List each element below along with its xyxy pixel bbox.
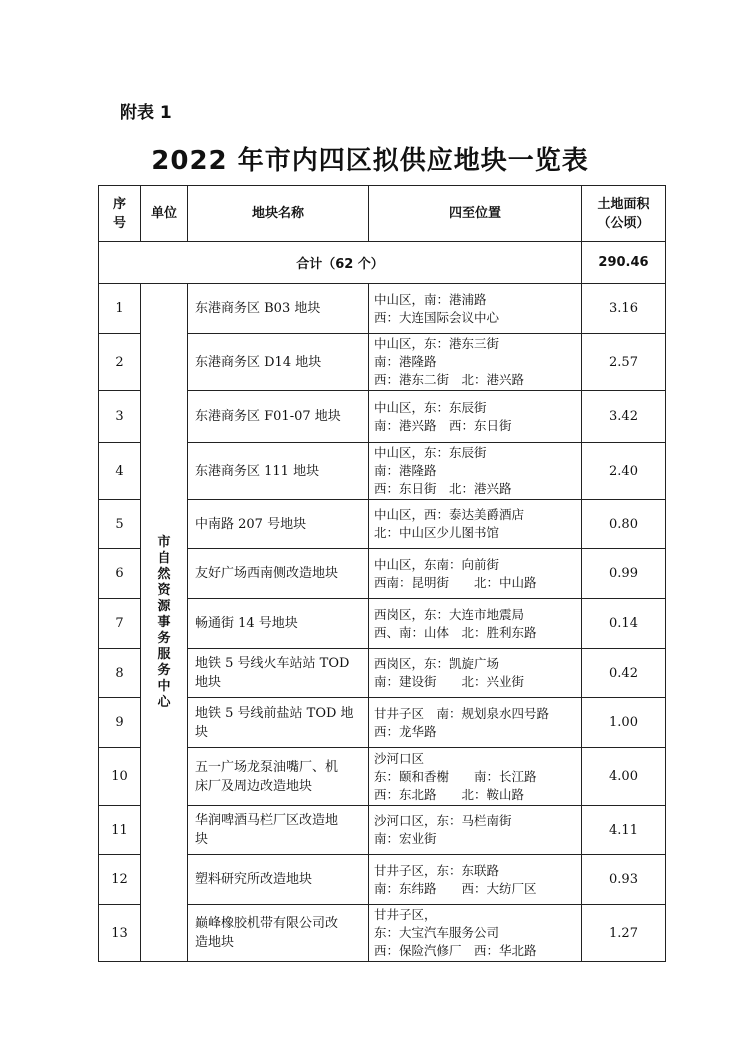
row-number: 13 xyxy=(99,905,141,962)
location-line: 沙河口区，东：马栏南街 xyxy=(374,813,512,828)
parcel-area: 0.99 xyxy=(582,549,666,599)
parcel-location xyxy=(369,905,582,962)
row-number: 8 xyxy=(99,649,141,698)
parcel-name xyxy=(188,855,369,905)
parcel-name xyxy=(188,391,369,443)
row-number: 2 xyxy=(99,334,141,391)
location-line: 甘井子区，东：东联路 xyxy=(374,862,500,878)
parcel-area: 1.27 xyxy=(582,905,666,962)
total-row xyxy=(99,242,666,284)
header-no: 序号 xyxy=(99,186,141,242)
parcel-location xyxy=(369,806,582,855)
parcel-name xyxy=(188,549,369,599)
parcel-name-line: 块 xyxy=(195,724,209,740)
location-line: 西、南：山体 北：胜利东路 xyxy=(374,624,537,640)
parcel-location xyxy=(369,599,582,649)
location-line: 南：港隆路 xyxy=(374,354,437,369)
parcel-location xyxy=(369,443,582,500)
parcel-name-line: 块 xyxy=(195,832,209,847)
location-line: 西：保险汽修厂 西：华北路 xyxy=(374,943,537,958)
location-line: 北：中山区少儿图书馆 xyxy=(374,525,500,540)
location-line: 东：颐和香榭 南：长江路 xyxy=(374,768,537,784)
header-area: 土地面积（公顷） xyxy=(582,186,666,242)
location-line: 南：东纬路 西：大纺厂区 xyxy=(374,880,537,896)
parcel-name-line: 巅峰橡胶机带有限公司改 xyxy=(195,916,339,931)
parcel-location xyxy=(369,284,582,334)
parcel-area: 0.14 xyxy=(582,599,666,649)
location-line: 中山区，东南：向前街 xyxy=(374,556,500,572)
parcel-name-line: 东港商务区 F01-07 地块 xyxy=(195,409,341,424)
location-line: 中山区，东：东辰街 xyxy=(374,399,487,415)
row-number: 11 xyxy=(99,806,141,855)
parcel-area: 2.40 xyxy=(582,443,666,500)
location-line: 中山区，东：港东三街 xyxy=(374,336,500,351)
parcel-name-line: 东港商务区 D14 地块 xyxy=(195,354,322,370)
parcel-name xyxy=(188,905,369,962)
location-line: 西：东北路 北：鞍山路 xyxy=(374,786,525,802)
location-line: 西：大连国际会议中心 xyxy=(374,309,500,325)
parcel-area: 2.57 xyxy=(582,334,666,391)
parcel-name-line: 友好广场西南侧改造地块 xyxy=(195,566,339,581)
row-number: 6 xyxy=(99,549,141,599)
location-line: 中山区，东：东辰街 xyxy=(374,445,487,460)
parcel-name-line: 东港商务区 B03 地块 xyxy=(195,301,321,316)
location-line: 沙河口区 xyxy=(374,750,425,766)
location-line: 甘井子区， xyxy=(374,907,437,922)
row-number: 3 xyxy=(99,391,141,443)
unit-name: 市自然资源事务服务中心 xyxy=(157,534,171,710)
parcel-location xyxy=(369,391,582,443)
parcel-area: 3.16 xyxy=(582,284,666,334)
location-line: 西岗区，东：凯旋广场 xyxy=(374,656,500,671)
parcel-name xyxy=(188,284,369,334)
parcel-name-line: 东港商务区 111 地块 xyxy=(195,463,320,479)
parcel-location xyxy=(369,649,582,698)
document-title: 2022 年市内四区拟供应地块一览表 xyxy=(151,146,589,176)
header-row xyxy=(99,186,666,242)
location-line: 南：建设街 北：兴业街 xyxy=(374,674,525,689)
location-line: 中山区，西：泰达美爵酒店 xyxy=(374,507,525,522)
location-line: 西：港东二街 北：港兴路 xyxy=(374,372,525,387)
parcel-location xyxy=(369,334,582,391)
header-location: 四至位置 xyxy=(369,186,582,242)
location-line: 西：龙华路 xyxy=(374,723,437,739)
parcel-name-line: 塑料研究所改造地块 xyxy=(195,872,313,887)
parcel-name-line: 华润啤酒马栏厂区改造地 xyxy=(195,813,339,828)
parcel-location xyxy=(369,500,582,549)
parcel-name xyxy=(188,649,369,698)
parcel-area: 0.80 xyxy=(582,500,666,549)
location-line: 南：宏业街 xyxy=(374,831,437,846)
parcel-name xyxy=(188,806,369,855)
parcel-area: 0.42 xyxy=(582,649,666,698)
parcel-name-line: 五一广场龙泵油嘴厂、机 xyxy=(195,759,339,775)
parcel-name xyxy=(188,443,369,500)
total-label: 合计（62 个） xyxy=(99,242,582,284)
parcel-name-line: 地铁 5 号线火车站站 TOD xyxy=(195,656,350,671)
parcel-name-line: 造地块 xyxy=(195,935,235,950)
parcel-name xyxy=(188,500,369,549)
parcel-name xyxy=(188,748,369,806)
location-line: 南：港隆路 xyxy=(374,463,437,478)
parcel-name xyxy=(188,698,369,748)
row-number: 1 xyxy=(99,284,141,334)
parcel-name-line: 地块 xyxy=(195,675,222,690)
parcel-location xyxy=(369,549,582,599)
parcel-name xyxy=(188,334,369,391)
parcel-location xyxy=(369,698,582,748)
parcel-area: 1.00 xyxy=(582,698,666,748)
parcel-name-line: 地铁 5 号线前盐站 TOD 地 xyxy=(195,705,354,721)
parcel-area: 3.42 xyxy=(582,391,666,443)
parcel-area: 4.00 xyxy=(582,748,666,806)
row-number: 9 xyxy=(99,698,141,748)
location-line: 东：大宝汽车服务公司 xyxy=(374,925,500,940)
location-line: 西南：昆明街 北：中山路 xyxy=(374,574,537,590)
table-row xyxy=(99,284,666,334)
location-line: 西岗区，东：大连市地震局 xyxy=(374,606,525,622)
parcel-name-line: 中南路 207 号地块 xyxy=(195,516,307,532)
parcel-name xyxy=(188,599,369,649)
unit-cell xyxy=(141,284,188,962)
location-line: 西：东日街 北：港兴路 xyxy=(374,481,512,496)
location-line: 甘井子区 南：规划泉水四号路 xyxy=(374,705,550,721)
total-area: 290.46 xyxy=(582,242,666,284)
row-number: 4 xyxy=(99,443,141,500)
location-line: 中山区，南：港浦路 xyxy=(374,291,487,307)
parcel-area: 0.93 xyxy=(582,855,666,905)
row-number: 7 xyxy=(99,599,141,649)
row-number: 10 xyxy=(99,748,141,806)
parcel-location xyxy=(369,748,582,806)
parcel-name-line: 床厂及周边改造地块 xyxy=(195,778,313,794)
parcel-name-line: 畅通街 14 号地块 xyxy=(195,616,298,631)
land-supply-table xyxy=(98,185,666,962)
header-unit: 单位 xyxy=(141,186,188,242)
row-number: 5 xyxy=(99,500,141,549)
parcel-location xyxy=(369,855,582,905)
location-line: 南：港兴路 西：东日街 xyxy=(374,417,512,433)
row-number: 12 xyxy=(99,855,141,905)
header-name: 地块名称 xyxy=(188,186,369,242)
appendix-label: 附表 1 xyxy=(120,103,172,123)
parcel-area: 4.11 xyxy=(582,806,666,855)
